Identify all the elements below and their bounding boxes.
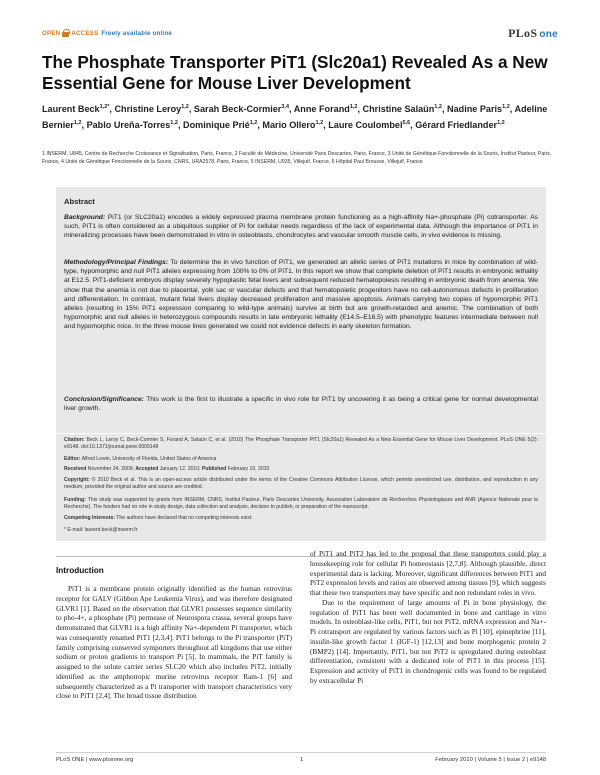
published-label: Published (201, 466, 227, 472)
logo-one: one (539, 28, 558, 40)
author-name: Gérard Friedlander (415, 120, 498, 131)
author-affiliation-marker: 1,2 (181, 104, 189, 110)
abstract-box (56, 187, 546, 541)
author-name: Laure Coulombel (328, 120, 403, 131)
abstract-heading: Abstract (64, 197, 95, 206)
author-affiliation-marker: 1,2* (99, 104, 110, 110)
author-name: Adeline Bernier (42, 104, 548, 131)
header-bar (42, 26, 558, 40)
author-name: Dominique Prié (183, 120, 250, 131)
competing-text: The authors have declared that no competing interests exist. (116, 515, 253, 521)
accepted-text: January 12, 2010; (159, 466, 201, 472)
author-affiliation-marker: 5,6 (402, 120, 411, 127)
abstract-background (64, 213, 538, 241)
author-name: Christine Leroy (114, 104, 182, 115)
open-label: OPEN (42, 29, 61, 37)
open-access-lock-icon (62, 29, 69, 37)
footer-page-number: 1 (300, 757, 304, 763)
citation-text: Beck L, Leroy C, Beck-Cormier S, Forand A, Salaün C, et al. (2010) The Phosphate Transporter PiT1 (Slc20a1) Revealed As a New Essential Gene for Mouse Liver Development. PLoS ONE 5(2): e9148. doi:10.1371/journal.pone.0009148 (64, 437, 538, 450)
plos-one-logo (508, 26, 558, 41)
footer-journal[interactable]: PLoS ONE | www.plosone.org (56, 757, 134, 763)
introduction-heading: Introduction (56, 566, 104, 575)
editor (64, 456, 538, 463)
access-label: ACCESS (71, 29, 99, 37)
dates (64, 466, 538, 473)
citation-label: Citation: (64, 437, 85, 443)
logo-plos: PLoS (508, 25, 538, 40)
author-name: Laurent Beck (42, 104, 100, 115)
accepted-label: Accepted (135, 466, 159, 472)
background-text: PiT1 (or SLC20a1) encodes a widely expressed plasma membrane protein functioning as a high-affinity Na+-phosphate (Pi) cotransporter. As such, PiT1 is often considered as a ubiquitous supplier of Pi for cellular needs regardless of the lack of experimental data. Although the importance of PiT1 in mineralizing processes have been demonstrated in vitro in osteoblasts, chondrocytes and vascular smooth muscle cells, in vivo evidence is missing. (64, 214, 539, 240)
page-footer (56, 755, 546, 765)
author-affiliation-marker: 1,2 (349, 104, 358, 110)
author-affiliation-marker: 1,2 (434, 104, 442, 110)
intro-left-column: PiT1 is a membrane protein originally identified as the human retrovirus receptor for GALV (Gibbon Ape Leukemia Virus), and was therefore designated GLVR1 [1]. Based on the observation that GLVR1 possesses sequence similarity to pho-4+, a phosphate (Pi) permease of Neurospora crassa, several groups have demonstrated that GLVR1 is a high affinity Na+-dependent Pi transporter, which was consequently renamed PiT1 [2,3,4]. PiT1 belongs to the Pi transporter (PiT) family comprising conserved symporters throughout all kingdoms that use either sodium or proton gradients to transport Pi [5]. In mammals, the PiT family is assigned to the solute carrier series SLC20 which also includes PiT2, initially identified as the amphotropic murine retrovirus receptor Ram-1 [6] and subsequently characterized as a Pi transporter with transport characteristics very close to PiT1 [2,4]. The broad tissue distribution (56, 585, 292, 701)
author-affiliation-marker: 1,2 (502, 104, 510, 110)
conclusion-label: Conclusion/Significance: (64, 396, 144, 403)
editor-text: Alfred Lewin, University of Florida, United States of America (81, 456, 217, 462)
author-name: Sarah Beck-Cormier (193, 104, 282, 115)
author-name: Mario Ollero (262, 120, 316, 131)
copyright-text: © 2010 Beck et al. This is an open-access article distributed under the terms of the Creative Commons Attribution License, which permits unrestricted use, distribution, and reproduction in any medium, provided the original author and source are credited. (64, 477, 538, 490)
author-affiliation-marker: 1,2 (73, 120, 82, 127)
author-name: Nadine Paris (447, 104, 503, 115)
author-name: Christine Salaün (362, 104, 435, 115)
abstract-divider (56, 433, 546, 434)
competing-interests (64, 515, 538, 522)
author-affiliation-marker: 1,2 (249, 120, 258, 127)
citation (64, 437, 538, 451)
author-affiliation-marker: 3,4 (281, 104, 290, 110)
author-list: Laurent Beck$^{1,2*}$, Christine Leroy$^{1,2}$, Sarah Beck-Cormier$^{3,4}$, Anne Forand$^{1,2}$, Christine Salaün$^{1,2}$, Nadine Paris$^{1,2}$, Adeline Bernier$^{1,2}$, Pablo Ureña-Torres$^{1,2}$, Dominique Prié$^{1,2}$, Mario Ollero$^{1,2}$, Laure Coulombel$^{5,6}$, Gérard Friedlander$^{1,2}$ (42, 104, 548, 131)
open-access-badge (42, 29, 172, 37)
funding-label: Funding: (64, 497, 86, 503)
corresponding-email[interactable]: * E-mail: laurent.beck@inserm.fr (64, 527, 138, 533)
footer-issue: February 2010 | Volume 5 | Issue 2 | e9148 (435, 757, 546, 763)
intro-right-paragraph-1: of PiT1 and PiT2 has led to the proposal that these transporters could play a housekeeping role for cellular Pi homeostasis [2,7,8]. Although plausible, direct experimental data is lacking. Moreover, significant differences between PiT1 and PiT2 expression levels and ratios are observed among tissues [9], which suggests that these two transporters may have specific and non redundant roles in vivo. (310, 550, 546, 597)
competing-label: Competing Interests: (64, 515, 115, 521)
author-name: Pablo Ureña-Torres (86, 120, 171, 131)
author-affiliation-marker: 1,2 (315, 120, 324, 127)
editor-label: Editor: (64, 456, 81, 462)
author-name: Anne Forand (293, 104, 350, 115)
received-label: Received (64, 466, 87, 472)
intro-right-column (310, 550, 546, 687)
author-affiliation-marker: 1,2 (170, 120, 178, 127)
copyright-label: Copyright: (64, 477, 90, 483)
received-text: November 24, 2009; (87, 466, 134, 472)
conclusion-text: This work is the first to illustrate a specific in vivo role for PiT1 by uncovering it as being a critical gene for normal developmental liver growth. (64, 396, 538, 413)
author-affiliation-marker: 1,2 (497, 120, 505, 127)
background-label: Background: (64, 214, 106, 221)
freely-available-label: Freely available online (101, 29, 172, 37)
funding-text: This study was supported by grants from INSERM, CNRS, Institut Pasteur, Paris Descartes University, Association Laboratoire de Recherches Physiologiques and ANR (Agence Nationale pour la Recherche). The funders had no role in study design, data collection and analysis, decision to publish, or preparation of the manuscript. (64, 497, 539, 510)
intro-right-paragraph-2: Due to the requirement of large amounts of Pi in bone physiology, the regulation of PiT1 has been well documented in bone and cartilage in vitro models. In osteoblast-like cells, PiT1, but not PiT2, mRNA expression and Na+-Pi cotransport are regulated by various factors such as Pi [10], epinephrine [11], insulin-like growth factor 1 (IGF-1) [12,13] and bone morphogenic protein 2 (BMP2) [14]. Importantly, PiT1, but not PiT2 is upregulated during osteoblast differentiation, consistent with a dedicated role of PiT1 in this process [15]. Expression and activity of PiT1 in chondrogenic cells was found to be regulated by extracellular Pi (310, 598, 546, 685)
affiliations: 1 INSERM, U845, Centre de Recherche Croissance et Signalisation, Paris, France, 2 Faculté de Médecine, Université Paris Descartes, Paris, France, 3 Unité de Génétique Fonctionnelle de la Souris, Institut Pasteur, Paris, France, 4 Unité de Génétique Fonctionnelle de la Souris, CNRS, URA2578, Paris, France, 5 INSERM, U935, Villejuif, France, 6 Hôpital Paul Brousse, Villejuif, France (42, 151, 552, 166)
abstract-conclusion (64, 395, 538, 413)
footer-divider (56, 752, 546, 753)
funding (64, 497, 538, 511)
article-title: The Phosphate Transporter PiT1 (Slc20a1) Revealed As a New Essential Gene for Mouse Liver Development (42, 52, 548, 93)
abstract-methods (64, 258, 538, 332)
published-text: February 10, 2010 (227, 466, 270, 472)
methods-text: To determine the in vivo function of PiT1, we generated an allelic series of PiT1 mutations in mice by combination of wild-type, hypomorphic and null PiT1 alleles expressing from 100% to 0% of PiT1. In this report we show that complete deletion of PiT1 results in embryonic lethality at E12.5. PiT1-deficient embryos display severely hypoplastic fetal livers and subsequent reduced hematopoiesis resulting in embryonic death from anemia. We show that the anemia is not due to placental, yolk sac or vascular defects and that hematopoietic progenitors have no cell-autonomous defects in proliferation and differentiation. In contrast, mutant fetal livers display decreased proliferation and massive apoptosis. Animals carrying two copies of hypomorphic PiT1 alleles (resulting in 15% PiT1 expression comparing to wild-type animals) survive at birth but are growth-retarded and anemic. The combination of both hypomorphic and null alleles in heterozygous compounds results in late embryonic lethality (E14.5–E16.5) with phenotypic features intermediate between null and hypomorphic mice. In the three mouse lines generated we could not evidence defects in early skeleton formation. (64, 259, 538, 331)
methods-label: Methodology/Principal Findings: (64, 259, 169, 266)
copyright (64, 477, 538, 491)
